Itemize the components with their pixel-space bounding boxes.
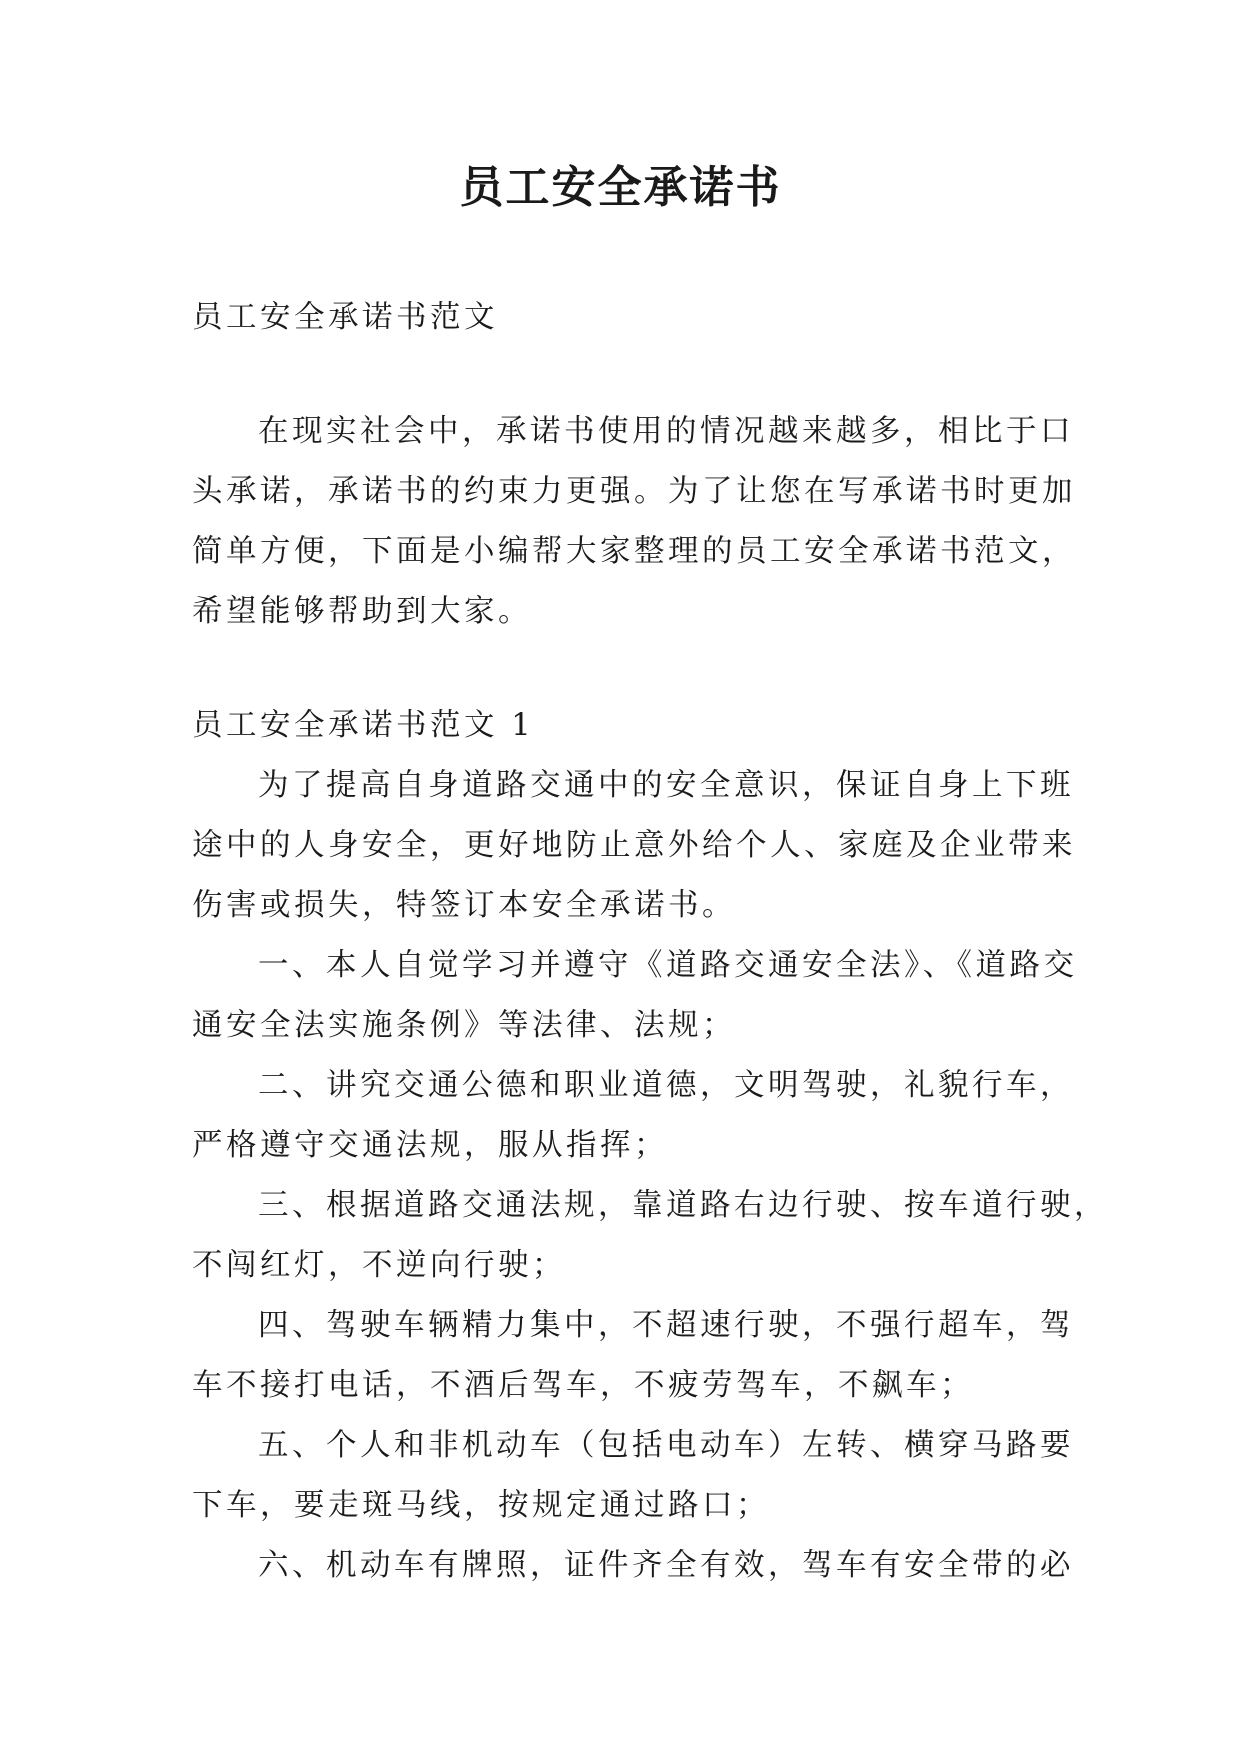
paragraph-line: 在现实社会中，承诺书使用的情况越来越多，相比于口 [258,414,1074,449]
paragraph-line: 头承诺，承诺书的约束力更强。为了让您在写承诺书时更加 [192,474,1076,509]
intro-paragraph [192,402,1076,642]
clause-line: 车不接打电话，不酒后驾车，不疲劳驾车，不飙车； [192,1368,974,1403]
section-heading: 员工安全承诺书范文 1 [192,708,535,743]
clause-line: 严格遵守交通法规，服从指挥； [192,1128,668,1163]
paragraph-line: 伤害或损失，特签订本安全承诺书。 [192,888,736,923]
clause-line: 通安全法实施条例》等法律、法规； [192,1008,736,1043]
clause-line: 六、机动车有牌照，证件齐全有效，驾车有安全带的必 [258,1548,1074,1583]
sample-section [192,696,1108,1596]
clause-line: 五、个人和非机动车（包括电动车）左转、横穿马路要 [258,1428,1074,1463]
clause-line: 一、本人自觉学习并遵守《道路交通安全法》、《道路交 [258,948,1078,983]
clause-line: 三、根据道路交通法规，靠道路右边行驶、按车道行驶， [258,1188,1108,1223]
paragraph-line: 简单方便，下面是小编帮大家整理的员工安全承诺书范文， [192,534,1076,569]
document-subtitle: 员工安全承诺书范文 [192,300,498,335]
clause-line: 四、驾驶车辆精力集中，不超速行驶，不强行超车，驾 [258,1308,1074,1343]
clause-line: 二、讲究交通公德和职业道德，文明驾驶，礼貌行车， [258,1068,1074,1103]
paragraph-line: 希望能够帮助到大家。 [192,594,532,629]
paragraph-line: 为了提高自身道路交通中的安全意识，保证自身上下班 [258,768,1074,803]
clause-line: 不闯红灯，不逆向行驶； [192,1248,566,1283]
paragraph-line: 途中的人身安全，更好地防止意外给个人、家庭及企业带来 [192,828,1076,863]
document-title: 员工安全承诺书 [459,162,782,213]
clause-line: 下车，要走斑马线，按规定通过路口； [192,1488,770,1523]
